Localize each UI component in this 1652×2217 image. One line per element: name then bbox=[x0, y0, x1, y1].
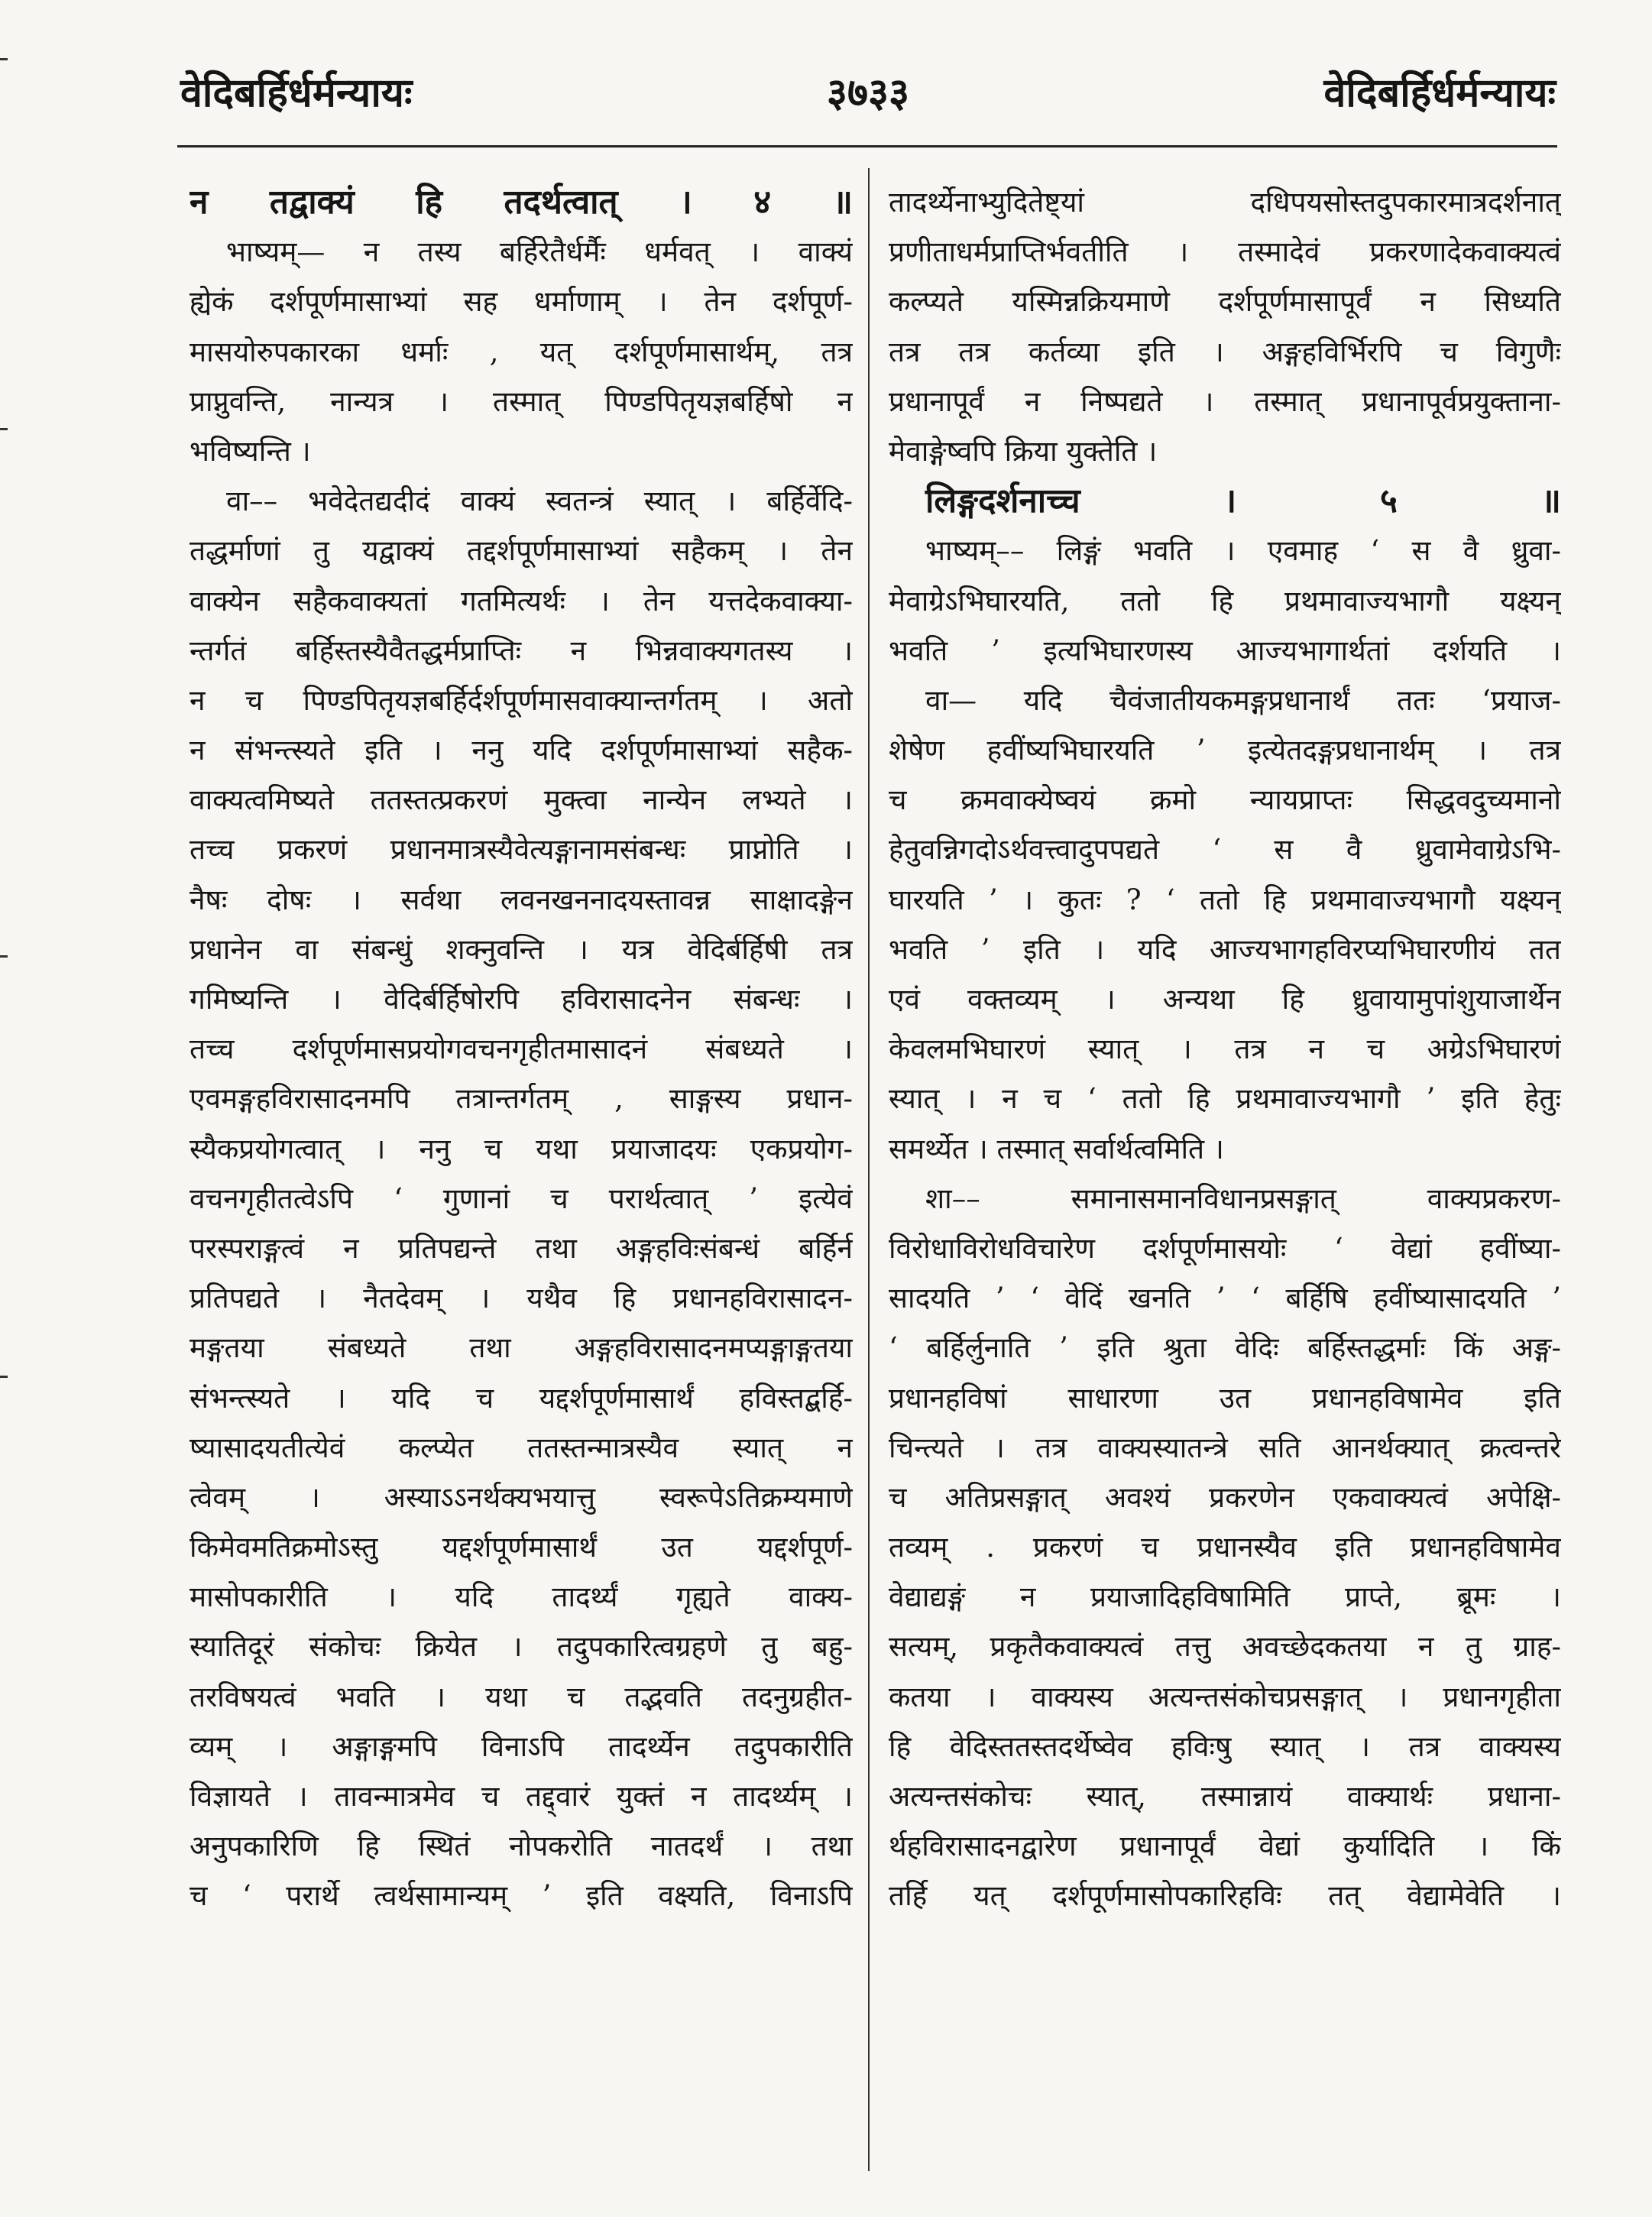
header-right-title: वेदिबर्हिर्धर्मन्यायः bbox=[1323, 70, 1556, 116]
text-line: किमेवमतिक्रमोऽस्तु यद्दर्शपूर्णमासार्थं उत यद्दर्शपूर्ण- bbox=[189, 1531, 853, 1564]
text-line: एवमङ्गहविरासादनमपि तत्रान्तर्गतम् , साङ्गस्य प्रधान- bbox=[189, 1082, 853, 1116]
text-line: कल्प्यते यस्मिन्नक्रियमाणे दर्शपूर्णमासापूर्वं न सिध्यति bbox=[889, 285, 1561, 319]
header-rule bbox=[177, 145, 1557, 147]
text-line: केवलमभिघारणं स्यात् । तत्र न च अग्रेऽभिघारणं bbox=[889, 1032, 1561, 1066]
text-line: मासयोरुपकारका धर्माः , यत् दर्शपूर्णमासार्थम्, तत्र bbox=[189, 335, 853, 368]
text-line: एवं वक्तव्यम् । अन्यथा हि ध्रुवायामुपांशुयाजार्थेन bbox=[889, 983, 1561, 1016]
text-line: कतया । वाक्यस्य अत्यन्तसंकोचप्रसङ्गात् । प्रधानगृहीता bbox=[889, 1680, 1561, 1713]
text-line: प्रतिपद्यते । नैतदेवम् । यथैव हि प्रधानहविरासादन- bbox=[189, 1282, 853, 1315]
text-line: वचनगृहीतत्वेऽपि ‘ गुणानां च परार्थत्वात् ’ इत्येवं bbox=[189, 1181, 853, 1215]
text-line: संभन्त्स्यते । यदि च यद्दर्शपूर्णमासार्थं हविस्तद्बर्हि- bbox=[189, 1381, 853, 1415]
text-line: विरोधाविरोधविचारेण दर्शपूर्णमासयोः ‘ वेद्यां हवींष्या- bbox=[889, 1231, 1561, 1265]
text-line: स्यातिदूरं संकोचः क्रियेत । तदुपकारित्वग्रहणे तु बहु- bbox=[189, 1630, 853, 1664]
text-line: तरविषयत्वं भवति । यथा च तद्भवति तदनुग्रहीत- bbox=[189, 1680, 853, 1713]
text-line: वा— यदि चैवंजातीयकमङ्गप्रधानार्थं ततः ‘प्रयाज- bbox=[925, 683, 1561, 717]
margin-mark bbox=[0, 955, 8, 958]
text-line: शेषेण हवींष्यभिघारयति ’ इत्येतदङ्गप्रधानार्थम् । तत्र bbox=[889, 734, 1561, 767]
text-line: अत्यन्तसंकोचः स्यात्, तस्मान्नायं वाक्यार्थः प्रधाना- bbox=[889, 1780, 1561, 1813]
left-column bbox=[189, 177, 853, 1921]
margin-mark bbox=[0, 58, 8, 60]
text-line: प्रणीताधर्मप्राप्तिर्भवतीति । तस्मादेवं प्रकरणादेकवाक्यत्वं bbox=[889, 235, 1561, 269]
text-line: तच्च दर्शपूर्णमासप्रयोगवचनगृहीतमासादनं संबध्यते । bbox=[189, 1032, 853, 1066]
text-line: गमिष्यन्ति । वेदिर्बर्हिषोरपि हविरासादनेन संबन्धः । bbox=[189, 983, 853, 1016]
text-line: र्थहविरासादनद्वारेण प्रधानापूर्वं वेद्यां कुर्यादिति । किं bbox=[889, 1830, 1561, 1863]
text-line: सादयति ’ ‘ वेदिं खनति ’ ‘ बर्हिषि हवींष्यासादयति ’ bbox=[889, 1282, 1561, 1315]
text-line: भाष्यम्–– लिङ्गं भवति । एवमाह ‘ स वै ध्रुवा- bbox=[925, 534, 1561, 568]
text-line: प्राप्नुवन्ति, नान्यत्र । तस्मात् पिण्डपितृयज्ञबर्हिषो न bbox=[189, 384, 853, 418]
text-line: सत्यम्, प्रकृतैकवाक्यत्वं तत्तु अवच्छेदकतया न तु ग्राह- bbox=[889, 1630, 1561, 1664]
text-line: त्वेवम् । अस्याऽऽनर्थक्यभयात्तु स्वरूपेऽतिक्रम्यमाणे bbox=[189, 1480, 853, 1514]
text-line: ‘ बर्हिर्लुनाति ’ इति श्रुता वेदिः बर्हिस्तद्धर्माः किं अङ्ग- bbox=[889, 1331, 1561, 1365]
column-divider bbox=[868, 168, 870, 2171]
text-line: भविष्यन्ति । bbox=[189, 434, 311, 468]
text-line: मासोपकारीति । यदि तादर्थ्यं गृह्यते वाक्य- bbox=[189, 1580, 853, 1614]
text-line: घारयति ’ । कुतः ? ‘ ततो हि प्रथमावाज्यभागौ यक्ष्यन् bbox=[889, 883, 1561, 916]
text-line: हेतुवन्निगदोऽर्थवत्त्वादुपपद्यते ‘ स वै ध्रुवामेवाग्रेऽभि- bbox=[889, 833, 1561, 867]
text-line: मङ्गतया संबध्यते तथा अङ्गहविरासादनमप्यङ्गाङ्गतया bbox=[189, 1331, 853, 1365]
text-line: हि वेदिस्ततस्तदर्थेष्वेव हविःषु स्यात् । तत्र वाक्यस्य bbox=[889, 1729, 1561, 1763]
text-line: ह्येकं दर्शपूर्णमासाभ्यां सह धर्माणाम् । तेन दर्शपूर्ण- bbox=[189, 285, 853, 319]
text-line: वेद्याद्यङ्गं न प्रयाजादिहविषामिति प्राप्ते, ब्रूमः । bbox=[889, 1580, 1561, 1614]
text-line: ष्यासादयतीत्येवं कल्प्येत ततस्तन्मात्रस्यैव स्यात् न bbox=[189, 1431, 853, 1464]
text-line: तर्हि यत् दर्शपूर्णमासोपकारिहविः तत् वेद्यामेवेति । bbox=[889, 1879, 1561, 1913]
text-line: न च पिण्डपितृयज्ञबर्हिर्दर्शपूर्णमासवाक्यान्तर्गतम् । अतो bbox=[189, 683, 853, 717]
text-line: चिन्त्यते । तत्र वाक्यस्यातन्त्रे सति आनर्थक्यात् क्रत्वन्तरे bbox=[889, 1431, 1561, 1464]
text-line: प्रधानापूर्वं न निष्पद्यते । तस्मात् प्रधानापूर्वप्रयुक्ताना- bbox=[889, 384, 1561, 418]
text-line: शा–– समानासमानविधानप्रसङ्गात् वाक्यप्रकरण- bbox=[925, 1181, 1561, 1215]
text-line: प्रधानहविषां साधारणा उत प्रधानहविषामेव इति bbox=[889, 1381, 1561, 1415]
margin-mark bbox=[0, 428, 8, 430]
text-line: स्यैकप्रयोगत्वात् । ननु च यथा प्रयाजादयः एकप्रयोग- bbox=[189, 1132, 853, 1165]
text-line: विज्ञायते । तावन्मात्रमेव च तद्द्वारं युक्तं न तादर्थ्यम् । bbox=[189, 1780, 853, 1813]
text-line: परस्पराङ्गत्वं न प्रतिपद्यन्ते तथा अङ्गहविःसंबन्धं बर्हिर्न bbox=[189, 1231, 853, 1265]
text-line: वाक्यत्वमिष्यते ततस्तत्प्रकरणं मुक्त्वा नान्येन लभ्यते । bbox=[189, 783, 853, 817]
text-line: तत्र तत्र कर्तव्या इति । अङ्गहविर्भिरपि च विगुणैः bbox=[889, 335, 1561, 368]
right-column bbox=[889, 177, 1561, 1921]
text-line: तव्यम् . प्रकरणं च प्रधानस्यैव इति प्रधानहविषामेव bbox=[889, 1531, 1561, 1564]
margin-mark bbox=[0, 1376, 8, 1378]
text-line: नैषः दोषः । सर्वथा लवनखननादयस्तावन्न साक्षादङ्गेन bbox=[189, 883, 853, 916]
text-line: मेवाग्रेऽभिघारयति, ततो हि प्रथमावाज्यभागौ यक्ष्यन् bbox=[889, 584, 1561, 617]
text-line: भवति ’ इत्यभिघारणस्य आज्यभागार्थतां दर्शयति । bbox=[889, 634, 1561, 667]
text-line: न्तर्गतं बर्हिस्तस्यैवैतद्धर्मप्राप्तिः न भिन्नवाक्यगतस्य । bbox=[189, 634, 853, 667]
running-header bbox=[180, 64, 1556, 133]
text-line: अनुपकारिणि हि स्थितं नोपकरोति नातदर्थं । तथा bbox=[189, 1830, 853, 1863]
text-line: प्रधानेन वा संबन्धुं शक्नुवन्ति । यत्र वेदिर्बर्हिषी तत्र bbox=[189, 932, 853, 966]
text-line: भवति ’ इति । यदि आज्यभागहविरप्यभिघारणीयं तत bbox=[889, 932, 1561, 966]
text-line: च ‘ परार्थे त्वर्थसामान्यम् ’ इति वक्ष्यति, विनाऽपि bbox=[189, 1879, 853, 1913]
text-line: च अतिप्रसङ्गात् अवश्यं प्रकरणेन एकवाक्यत्वं अपेक्षि- bbox=[889, 1480, 1561, 1514]
header-left-title: वेदिबर्हिर्धर्मन्यायः bbox=[180, 70, 413, 116]
page-number: ३७३३ bbox=[826, 70, 910, 116]
text-line: स्यात् । न च ‘ ततो हि प्रथमावाज्यभागौ ’ इति हेतुः bbox=[889, 1082, 1561, 1116]
text-line: समर्थ्येत । तस्मात् सर्वार्थत्वमिति । bbox=[889, 1132, 1224, 1165]
text-line: लिङ्गदर्शनाच्च । ५ ॥ bbox=[925, 481, 1561, 521]
text-line: तद्धर्माणां तु यद्वाक्यं तद्दर्शपूर्णमासाभ्यां सहैकम् । तेन bbox=[189, 534, 853, 568]
text-line: वाक्येन सहैकवाक्यतां गतमित्यर्थः । तेन यत्तदेकवाक्या- bbox=[189, 584, 853, 617]
text-line: न संभन्त्स्यते इति । ननु यदि दर्शपूर्णमासाभ्यां सहैक- bbox=[189, 734, 853, 767]
text-line: च क्रमवाक्येष्वयं क्रमो न्यायप्राप्तः सिद्धवदुच्यमानो bbox=[889, 783, 1561, 817]
text-line: तच्च प्रकरणं प्रधानमात्रस्यैवेत्यङ्गानामसंबन्धः प्राप्नोति । bbox=[189, 833, 853, 867]
text-line: मेवाङ्गेष्वपि क्रिया युक्तेति । bbox=[889, 434, 1158, 468]
text-line: तादर्थ्येनाभ्युदितेष्ट्यां दधिपयसोस्तदुपकारमात्रदर्शनात् bbox=[889, 186, 1561, 219]
text-line: वा–– भवेदेतद्यदीदं वाक्यं स्वतन्त्रं स्यात् । बर्हिर्वेदि- bbox=[226, 485, 853, 518]
text-line: न तद्वाक्यं हि तदर्थत्वात् । ४ ॥ bbox=[189, 183, 853, 222]
text-line: भाष्यम्— न तस्य बर्हिरेतैर्धर्मैः धर्मवत् । वाक्यं bbox=[226, 235, 853, 269]
text-line: व्यम् । अङ्गाङ्गमपि विनाऽपि तादर्थ्येन तदुपकारीति bbox=[189, 1729, 853, 1763]
